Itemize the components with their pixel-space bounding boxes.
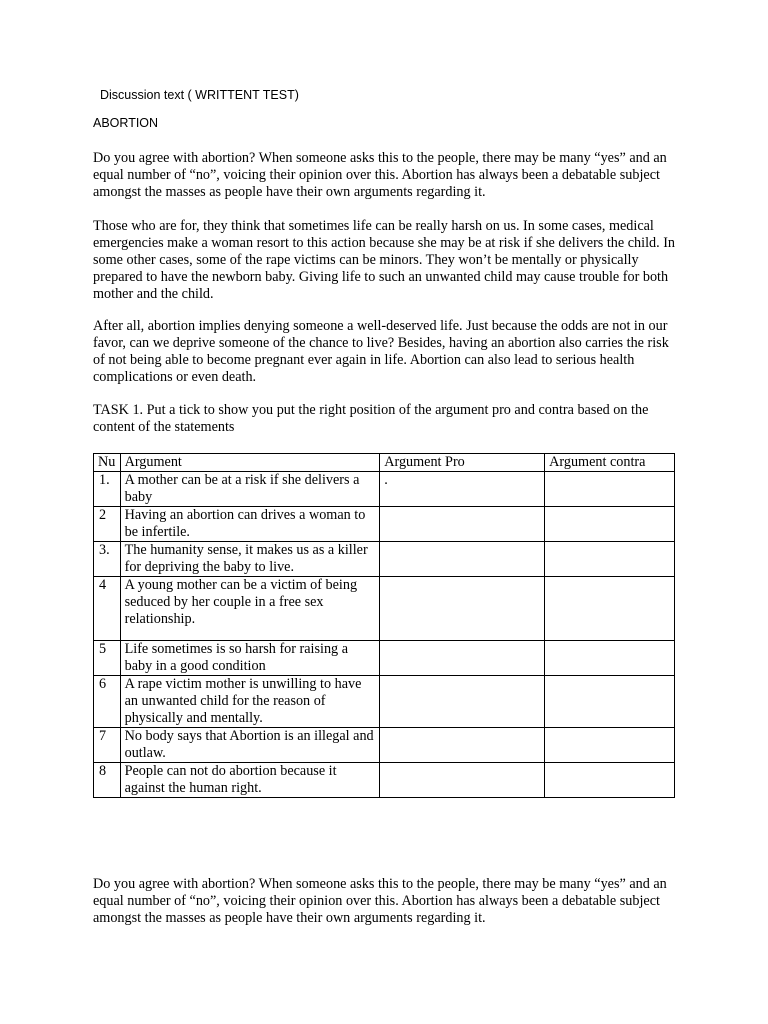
- header-nu: Nu: [94, 454, 121, 472]
- header-argument-contra: Argument contra: [545, 454, 675, 472]
- table-row: [94, 728, 675, 763]
- table-row: [94, 507, 675, 542]
- row-number: 5: [94, 641, 121, 676]
- pro-cell[interactable]: [380, 542, 545, 577]
- argument-table: [93, 453, 675, 798]
- contra-cell[interactable]: [545, 641, 675, 676]
- contra-cell[interactable]: [545, 577, 675, 641]
- closing-paragraph: Do you agree with abortion? When someone asks this to the people, there may be many “yes” and an equal number of “no”, voicing their opinion over this. Abortion has always been a debatable subject amongst the masses as people have their own arguments regarding it.: [93, 876, 667, 926]
- contra-cell[interactable]: [545, 507, 675, 542]
- header-argument: Argument: [120, 454, 380, 472]
- row-number: 7: [94, 728, 121, 763]
- argument-cell: People can not do abortion because it against the human right.: [120, 763, 380, 798]
- argument-cell: No body says that Abortion is an illegal and outlaw.: [120, 728, 380, 763]
- argument-cell: Life sometimes is so harsh for raising a baby in a good condition: [120, 641, 380, 676]
- argument-cell: Having an abortion can drives a woman to be infertile.: [120, 507, 380, 542]
- table-row: [94, 542, 675, 577]
- table-row: [94, 641, 675, 676]
- contra-cell[interactable]: [545, 542, 675, 577]
- task-instruction: TASK 1. Put a tick to show you put the right position of the argument pro and contra based on the content of the statements: [93, 402, 649, 435]
- doc-heading: Discussion text ( WRITTENT TEST): [100, 88, 299, 102]
- table-row: [94, 472, 675, 507]
- argument-cell: A mother can be at a risk if she delivers a baby: [120, 472, 380, 507]
- row-number: 4: [94, 577, 121, 641]
- contra-paragraph: After all, abortion implies denying someone a well-deserved life. Just because the odds are not in our favor, can we deprive someone of the chance to live? Besides, having an abortion also carries the risk of not being able to become pregnant ever again in life. Abortion can also lead to serious health complications or even death.: [93, 318, 669, 385]
- contra-cell[interactable]: [545, 763, 675, 798]
- table-row: [94, 763, 675, 798]
- row-number: 3.: [94, 542, 121, 577]
- row-number: 1.: [94, 472, 121, 507]
- header-argument-pro: Argument Pro: [380, 454, 545, 472]
- intro-paragraph: Do you agree with abortion? When someone asks this to the people, there may be many “yes” and an equal number of “no”, voicing their opinion over this. Abortion has always been a debatable subject amongst the masses as people have their own arguments regarding it.: [93, 150, 667, 200]
- argument-cell: A rape victim mother is unwilling to have an unwanted child for the reason of physically and mentally.: [120, 676, 380, 728]
- contra-cell[interactable]: [545, 728, 675, 763]
- contra-cell[interactable]: [545, 472, 675, 507]
- pro-cell[interactable]: [380, 507, 545, 542]
- argument-cell: A young mother can be a victim of being seduced by her couple in a free sex relationship.: [120, 577, 380, 641]
- pro-cell[interactable]: [380, 641, 545, 676]
- row-number: 2: [94, 507, 121, 542]
- row-number: 8: [94, 763, 121, 798]
- contra-cell[interactable]: [545, 676, 675, 728]
- table-row: [94, 676, 675, 728]
- pro-cell[interactable]: [380, 728, 545, 763]
- doc-title: ABORTION: [93, 116, 159, 130]
- pro-cell[interactable]: .: [380, 472, 545, 507]
- table-row: [94, 577, 675, 641]
- pro-paragraph: Those who are for, they think that sometimes life can be really harsh on us. In some cases, medical emergencies make a woman resort to this action because she may be at risk if she delivers the child. In some other cases, some of the rape victims can be minors. They won’t be mentally or physically prepared to have the newborn baby. Giving life to such an unwanted child may cause trouble for both mother and the child.: [93, 218, 676, 302]
- pro-cell[interactable]: [380, 676, 545, 728]
- pro-cell[interactable]: [380, 577, 545, 641]
- row-number: 6: [94, 676, 121, 728]
- pro-cell[interactable]: [380, 763, 545, 798]
- argument-cell: The humanity sense, it makes us as a killer for depriving the baby to live.: [120, 542, 380, 577]
- table-header-row: [94, 454, 675, 472]
